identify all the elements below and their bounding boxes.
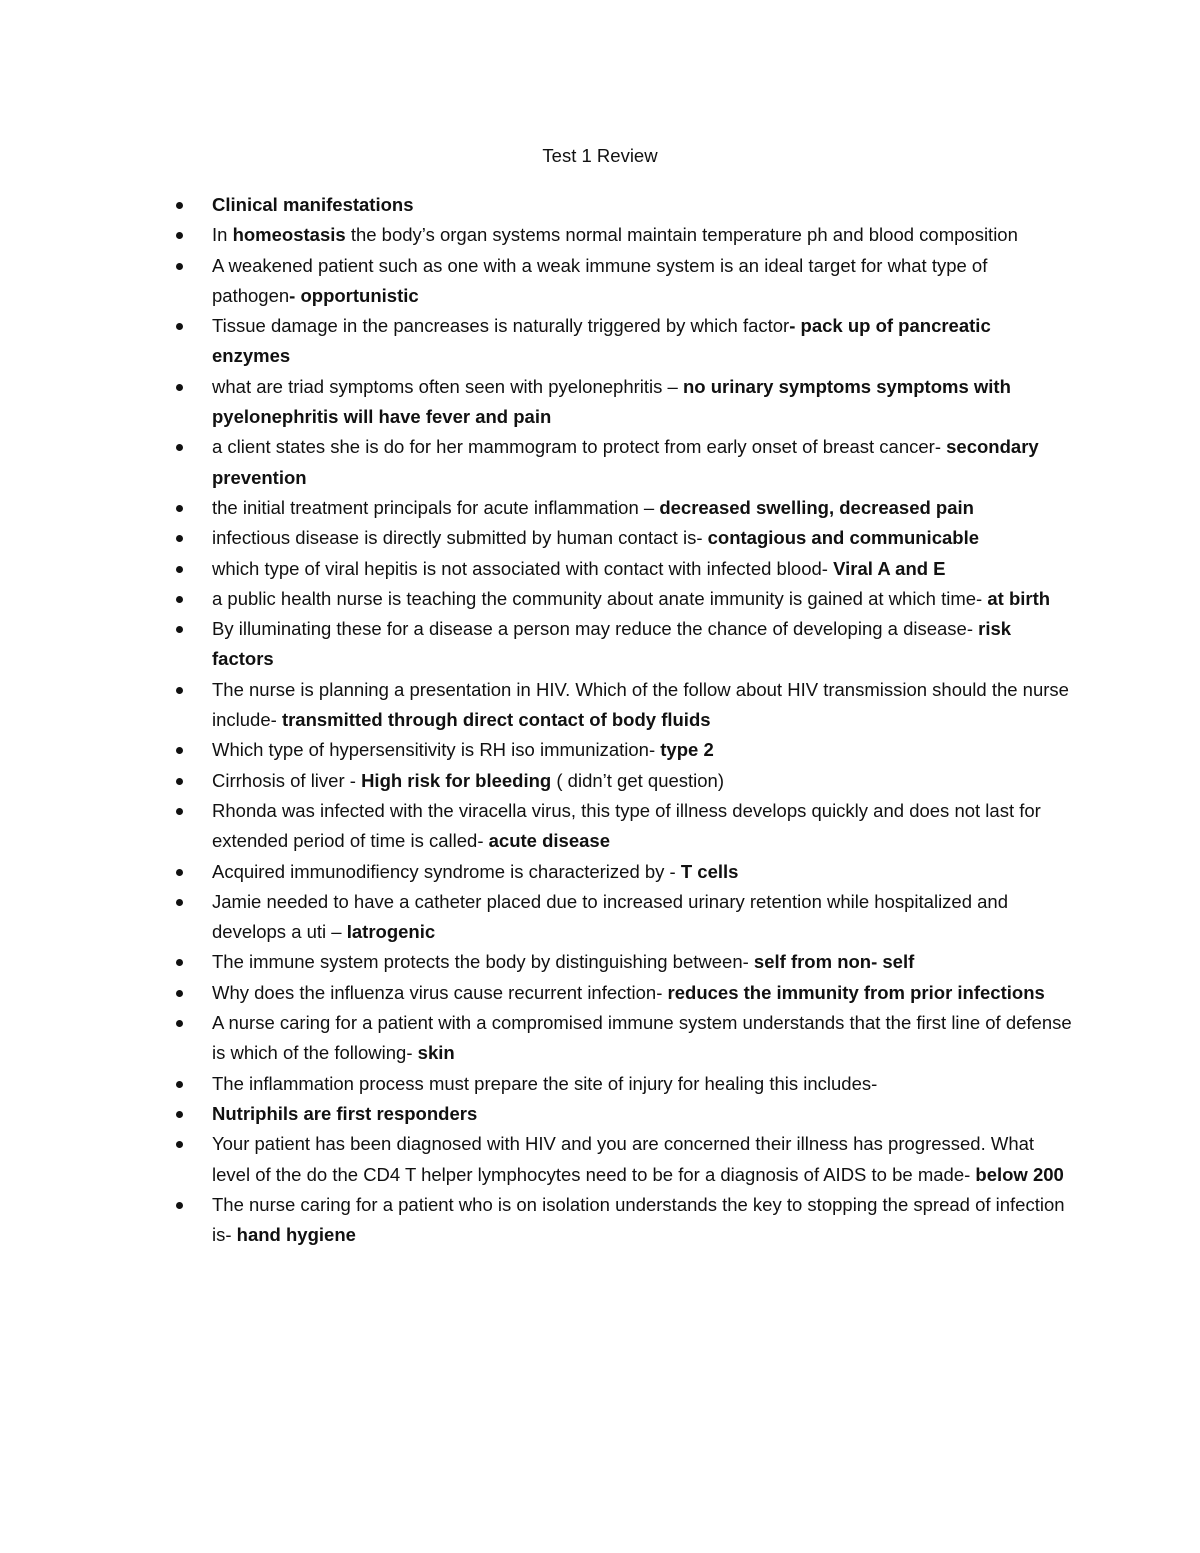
list-item	[212, 432, 1072, 493]
answer-text: reduces the immunity from prior infections	[667, 981, 1045, 1003]
question-text: a client states she is do for her mammogram to protect from early onset of breast cancer-	[212, 436, 947, 458]
list-item	[212, 1008, 1072, 1069]
list-item	[212, 857, 1072, 887]
question-text: a public health nurse is teaching the community about anate immunity is gained at which time-	[212, 587, 988, 609]
question-text: Tissue damage in the pancreases is naturally triggered by which factor	[212, 315, 790, 337]
list-item	[212, 372, 1072, 433]
question-text: By illuminating these for a disease a person may reduce the chance of developing a disease-	[212, 618, 979, 640]
question-text: The immune system protects the body by distinguishing between-	[212, 951, 754, 973]
question-text: Why does the influenza virus cause recurrent infection-	[212, 981, 668, 1003]
list-item	[212, 766, 1072, 796]
answer-text: homeostasis	[232, 224, 346, 246]
question-text: The nurse caring for a patient who is on isolation understands the key to stopping the spread of infection is-	[212, 1193, 1065, 1246]
list-item	[212, 251, 1072, 312]
question-text: The nurse is planning a presentation in HIV. Which of the follow about HIV transmission should the nurse include-	[212, 678, 1069, 731]
list-item	[212, 735, 1072, 765]
answer-text: no urinary symptoms symptoms with pyelonephritis will have fever and pain	[212, 375, 1011, 428]
answer-text: skin	[417, 1042, 455, 1064]
list-item	[212, 584, 1072, 614]
bullet-icon	[176, 778, 183, 785]
list-item	[212, 1129, 1072, 1190]
bullet-icon	[176, 959, 183, 966]
list-item	[212, 1099, 1072, 1129]
question-text: In	[212, 224, 233, 246]
bullet-icon	[176, 1202, 183, 1209]
answer-text: contagious and communicable	[707, 527, 980, 549]
question-text: The inflammation process must prepare the site of injury for healing this includes-	[212, 1072, 878, 1094]
bullet-icon	[176, 263, 183, 270]
bullet-icon	[176, 444, 183, 451]
answer-text: Nutriphils are first responders	[212, 1102, 478, 1124]
bullet-icon	[176, 505, 183, 512]
bullet-icon	[176, 596, 183, 603]
list-item	[212, 887, 1072, 948]
list-item	[212, 675, 1072, 736]
answer-text: T cells	[680, 860, 739, 882]
list-item	[212, 523, 1072, 553]
answer-text: secondary prevention	[212, 436, 1039, 488]
answer-text: decreased swelling, decreased pain	[659, 496, 974, 518]
bullet-icon	[176, 323, 183, 330]
list-item	[212, 1190, 1072, 1251]
bullet-icon	[176, 990, 183, 997]
list-item	[212, 796, 1072, 857]
list-item	[212, 554, 1072, 584]
question-text: Jamie needed to have a catheter placed due to increased urinary retention while hospitalized and develops a uti –	[212, 890, 1009, 943]
answer-text: risk factors	[212, 618, 1012, 670]
answer-text: transmitted through direct contact of body fluids	[281, 709, 711, 731]
question-text: Which type of hypersensitivity is RH iso immunization-	[212, 739, 661, 761]
answer-text: High risk for bleeding	[361, 769, 552, 791]
question-text: ( didn’t get question)	[551, 769, 725, 791]
list-item	[212, 614, 1072, 675]
bullet-icon	[176, 687, 183, 694]
question-text: infectious disease is directly submitted by human contact is-	[212, 527, 708, 549]
bullet-icon	[176, 232, 183, 239]
question-text: A nurse caring for a patient with a compromised immune system understands that the first line of defense is which of the following-	[212, 1012, 1072, 1064]
answer-text: acute disease	[488, 830, 610, 852]
bullet-icon	[176, 1020, 183, 1027]
answer-text: hand hygiene	[236, 1224, 356, 1246]
bullet-icon	[176, 1111, 183, 1118]
bullet-icon	[176, 747, 183, 754]
question-text: A weakened patient such as one with a weak immune system is an ideal target for what type of pathogen	[212, 254, 988, 306]
question-text: the body’s organ systems normal maintain temperature ph and blood composition	[345, 224, 1018, 246]
question-text: Acquired immunodifiency syndrome is characterized by -	[212, 860, 681, 882]
list-item	[212, 1069, 1072, 1099]
bullet-icon	[176, 1141, 183, 1148]
question-text: Cirrhosis of liver -	[212, 769, 362, 791]
answer-text: Clinical manifestations	[212, 194, 414, 215]
question-text: Your patient has been diagnosed with HIV and you are concerned their illness has progressed. What level of the do the CD4 T helper lymphocytes need to be for a diagnosis of AIDS to be made-	[212, 1133, 1035, 1185]
bullet-icon	[176, 808, 183, 815]
answer-text: type 2	[660, 739, 714, 761]
bullet-icon	[176, 899, 183, 906]
list-item	[212, 978, 1072, 1008]
answer-text: self from non- self	[753, 951, 915, 973]
list-item	[212, 190, 1072, 220]
question-text: Rhonda was infected with the viracella virus, this type of illness develops quickly and does not last for extended period of time is called-	[212, 799, 1041, 852]
review-list	[212, 190, 1072, 1250]
bullet-icon	[176, 202, 183, 209]
list-item	[212, 493, 1072, 523]
document-title: Test 1 Review	[542, 145, 658, 166]
answer-text: Viral A and E	[833, 557, 946, 579]
bullet-icon	[176, 535, 183, 542]
bullet-icon	[176, 566, 183, 573]
answer-text: below 200	[975, 1163, 1064, 1185]
bullet-icon	[176, 1081, 183, 1088]
bullet-icon	[176, 384, 183, 391]
bullet-icon	[176, 869, 183, 876]
bullet-icon	[176, 626, 183, 633]
question-text: what are triad symptoms often seen with pyelonephritis –	[212, 375, 683, 397]
answer-text: at birth	[987, 587, 1051, 609]
question-text: the initial treatment principals for acute inflammation –	[212, 496, 660, 518]
list-item	[212, 220, 1072, 250]
question-text: which type of viral hepitis is not associated with contact with infected blood-	[212, 557, 834, 579]
list-item	[212, 311, 1072, 372]
answer-text: - opportunistic	[289, 284, 419, 306]
list-item	[212, 947, 1072, 977]
answer-text: - pack up of pancreatic enzymes	[212, 315, 991, 367]
answer-text: Iatrogenic	[346, 921, 436, 943]
